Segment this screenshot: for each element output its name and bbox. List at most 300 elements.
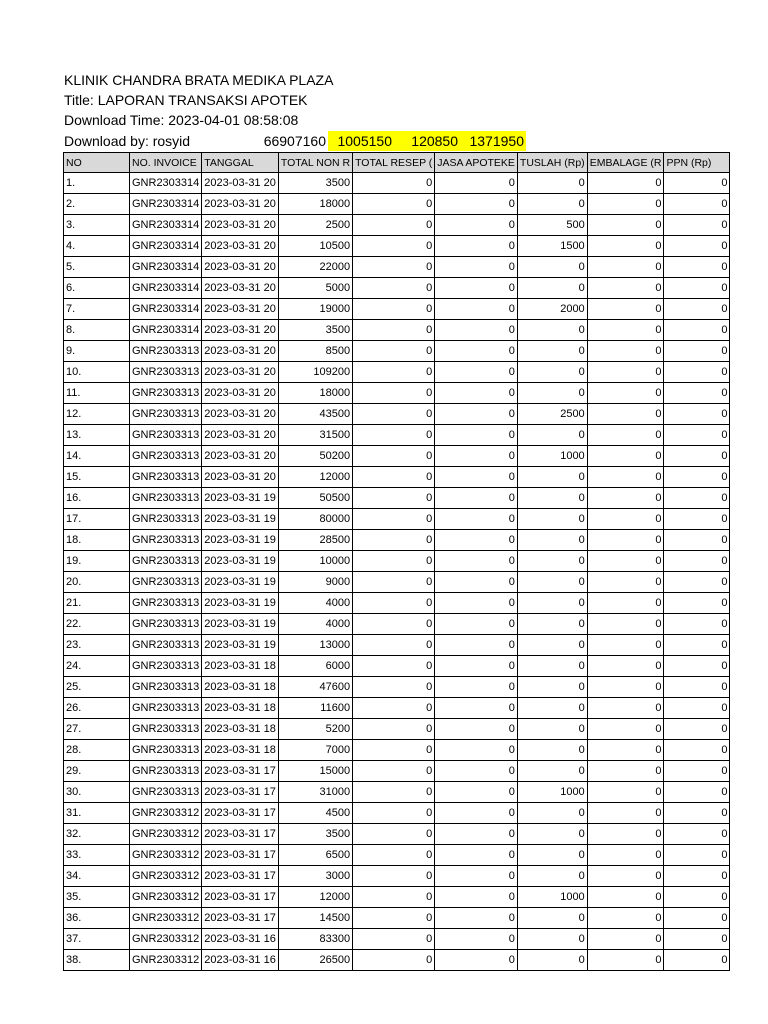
cell-total-resep[interactable]: 0	[353, 446, 435, 467]
cell-invoice[interactable]: GNR2303314	[130, 278, 202, 299]
cell-tanggal[interactable]: 2023-03-31 19	[202, 551, 279, 572]
cell-tuslah[interactable]: 0	[517, 950, 587, 971]
cell-ppn[interactable]: 0	[664, 656, 730, 677]
cell-no[interactable]: 3.	[64, 215, 130, 236]
cell-total-non-resep[interactable]: 10000	[278, 551, 352, 572]
cell-total-resep[interactable]: 0	[353, 194, 435, 215]
cell-total-non-resep[interactable]: 50500	[278, 488, 352, 509]
cell-tuslah[interactable]: 0	[517, 908, 587, 929]
cell-invoice[interactable]: GNR2303314	[130, 215, 202, 236]
cell-tanggal[interactable]: 2023-03-31 17	[202, 845, 279, 866]
cell-ppn[interactable]: 0	[664, 740, 730, 761]
cell-no[interactable]: 23.	[64, 635, 130, 656]
cell-total-non-resep[interactable]: 12000	[278, 887, 352, 908]
cell-invoice[interactable]: GNR2303313	[130, 362, 202, 383]
cell-invoice[interactable]: GNR2303313	[130, 782, 202, 803]
header-jasa-apoteker[interactable]: JASA APOTEKE	[435, 153, 518, 173]
cell-invoice[interactable]: GNR2303313	[130, 572, 202, 593]
cell-tuslah[interactable]: 0	[517, 698, 587, 719]
cell-no[interactable]: 24.	[64, 656, 130, 677]
cell-tanggal[interactable]: 2023-03-31 19	[202, 488, 279, 509]
cell-tuslah[interactable]: 0	[517, 635, 587, 656]
cell-embalage[interactable]: 0	[587, 446, 664, 467]
header-invoice[interactable]: NO. INVOICE	[130, 153, 202, 173]
cell-no[interactable]: 20.	[64, 572, 130, 593]
cell-no[interactable]: 22.	[64, 614, 130, 635]
cell-no[interactable]: 30.	[64, 782, 130, 803]
cell-tanggal[interactable]: 2023-03-31 20	[202, 236, 279, 257]
cell-invoice[interactable]: GNR2303313	[130, 446, 202, 467]
cell-total-non-resep[interactable]: 80000	[278, 509, 352, 530]
cell-invoice[interactable]: GNR2303312	[130, 803, 202, 824]
cell-total-resep[interactable]: 0	[353, 803, 435, 824]
cell-embalage[interactable]: 0	[587, 845, 664, 866]
cell-embalage[interactable]: 0	[587, 551, 664, 572]
cell-total-non-resep[interactable]: 3500	[278, 173, 352, 194]
cell-tuslah[interactable]: 0	[517, 320, 587, 341]
cell-tanggal[interactable]: 2023-03-31 16	[202, 950, 279, 971]
cell-no[interactable]: 6.	[64, 278, 130, 299]
cell-no[interactable]: 32.	[64, 824, 130, 845]
cell-tuslah[interactable]: 1000	[517, 887, 587, 908]
cell-no[interactable]: 10.	[64, 362, 130, 383]
cell-total-resep[interactable]: 0	[353, 362, 435, 383]
cell-tanggal[interactable]: 2023-03-31 18	[202, 719, 279, 740]
cell-total-non-resep[interactable]: 31000	[278, 782, 352, 803]
cell-total-non-resep[interactable]: 15000	[278, 761, 352, 782]
cell-embalage[interactable]: 0	[587, 635, 664, 656]
cell-tanggal[interactable]: 2023-03-31 17	[202, 824, 279, 845]
cell-invoice[interactable]: GNR2303313	[130, 509, 202, 530]
cell-tuslah[interactable]: 2000	[517, 299, 587, 320]
cell-tanggal[interactable]: 2023-03-31 18	[202, 656, 279, 677]
cell-invoice[interactable]: GNR2303312	[130, 887, 202, 908]
cell-total-resep[interactable]: 0	[353, 215, 435, 236]
cell-no[interactable]: 1.	[64, 173, 130, 194]
cell-ppn[interactable]: 0	[664, 614, 730, 635]
cell-ppn[interactable]: 0	[664, 215, 730, 236]
cell-embalage[interactable]: 0	[587, 299, 664, 320]
cell-total-resep[interactable]: 0	[353, 656, 435, 677]
cell-total-resep[interactable]: 0	[353, 425, 435, 446]
cell-invoice[interactable]: GNR2303312	[130, 824, 202, 845]
cell-no[interactable]: 7.	[64, 299, 130, 320]
cell-no[interactable]: 5.	[64, 257, 130, 278]
cell-jasa-apoteker[interactable]: 0	[435, 278, 518, 299]
cell-tuslah[interactable]: 0	[517, 341, 587, 362]
cell-ppn[interactable]: 0	[664, 383, 730, 404]
cell-embalage[interactable]: 0	[587, 173, 664, 194]
cell-no[interactable]: 15.	[64, 467, 130, 488]
header-tanggal[interactable]: TANGGAL	[202, 153, 279, 173]
cell-tanggal[interactable]: 2023-03-31 20	[202, 383, 279, 404]
cell-invoice[interactable]: GNR2303312	[130, 929, 202, 950]
cell-tanggal[interactable]: 2023-03-31 16	[202, 929, 279, 950]
cell-invoice[interactable]: GNR2303313	[130, 467, 202, 488]
cell-tuslah[interactable]: 2500	[517, 404, 587, 425]
cell-embalage[interactable]: 0	[587, 593, 664, 614]
cell-tanggal[interactable]: 2023-03-31 20	[202, 173, 279, 194]
cell-no[interactable]: 34.	[64, 866, 130, 887]
cell-jasa-apoteker[interactable]: 0	[435, 929, 518, 950]
cell-total-non-resep[interactable]: 6000	[278, 656, 352, 677]
cell-total-resep[interactable]: 0	[353, 404, 435, 425]
cell-total-non-resep[interactable]: 8500	[278, 341, 352, 362]
cell-tanggal[interactable]: 2023-03-31 20	[202, 341, 279, 362]
header-no[interactable]: NO	[64, 153, 130, 173]
cell-tuslah[interactable]: 0	[517, 845, 587, 866]
cell-total-resep[interactable]: 0	[353, 677, 435, 698]
cell-embalage[interactable]: 0	[587, 908, 664, 929]
cell-tanggal[interactable]: 2023-03-31 17	[202, 866, 279, 887]
cell-invoice[interactable]: GNR2303313	[130, 719, 202, 740]
cell-total-resep[interactable]: 0	[353, 866, 435, 887]
cell-tuslah[interactable]: 0	[517, 278, 587, 299]
cell-invoice[interactable]: GNR2303312	[130, 950, 202, 971]
cell-jasa-apoteker[interactable]: 0	[435, 509, 518, 530]
cell-total-non-resep[interactable]: 11600	[278, 698, 352, 719]
cell-tuslah[interactable]: 0	[517, 194, 587, 215]
cell-total-resep[interactable]: 0	[353, 887, 435, 908]
cell-tuslah[interactable]: 0	[517, 593, 587, 614]
cell-no[interactable]: 19.	[64, 551, 130, 572]
cell-total-resep[interactable]: 0	[353, 257, 435, 278]
cell-ppn[interactable]: 0	[664, 341, 730, 362]
cell-total-resep[interactable]: 0	[353, 572, 435, 593]
cell-tuslah[interactable]: 0	[517, 383, 587, 404]
cell-jasa-apoteker[interactable]: 0	[435, 425, 518, 446]
cell-tuslah[interactable]: 0	[517, 929, 587, 950]
cell-no[interactable]: 25.	[64, 677, 130, 698]
cell-tanggal[interactable]: 2023-03-31 20	[202, 215, 279, 236]
cell-total-resep[interactable]: 0	[353, 236, 435, 257]
cell-total-non-resep[interactable]: 3000	[278, 866, 352, 887]
cell-jasa-apoteker[interactable]: 0	[435, 677, 518, 698]
cell-tuslah[interactable]: 0	[517, 677, 587, 698]
cell-total-non-resep[interactable]: 18000	[278, 194, 352, 215]
cell-ppn[interactable]: 0	[664, 782, 730, 803]
cell-total-resep[interactable]: 0	[353, 908, 435, 929]
cell-embalage[interactable]: 0	[587, 425, 664, 446]
cell-ppn[interactable]: 0	[664, 488, 730, 509]
cell-total-non-resep[interactable]: 3500	[278, 824, 352, 845]
cell-jasa-apoteker[interactable]: 0	[435, 194, 518, 215]
cell-total-non-resep[interactable]: 22000	[278, 257, 352, 278]
cell-invoice[interactable]: GNR2303313	[130, 404, 202, 425]
cell-tanggal[interactable]: 2023-03-31 20	[202, 446, 279, 467]
cell-jasa-apoteker[interactable]: 0	[435, 719, 518, 740]
cell-embalage[interactable]: 0	[587, 320, 664, 341]
cell-jasa-apoteker[interactable]: 0	[435, 866, 518, 887]
cell-jasa-apoteker[interactable]: 0	[435, 782, 518, 803]
cell-invoice[interactable]: GNR2303313	[130, 698, 202, 719]
cell-ppn[interactable]: 0	[664, 845, 730, 866]
cell-embalage[interactable]: 0	[587, 677, 664, 698]
cell-total-resep[interactable]: 0	[353, 950, 435, 971]
cell-jasa-apoteker[interactable]: 0	[435, 656, 518, 677]
cell-invoice[interactable]: GNR2303314	[130, 194, 202, 215]
cell-tuslah[interactable]: 0	[517, 488, 587, 509]
cell-invoice[interactable]: GNR2303313	[130, 593, 202, 614]
cell-ppn[interactable]: 0	[664, 299, 730, 320]
cell-total-resep[interactable]: 0	[353, 299, 435, 320]
cell-no[interactable]: 12.	[64, 404, 130, 425]
cell-jasa-apoteker[interactable]: 0	[435, 740, 518, 761]
cell-embalage[interactable]: 0	[587, 236, 664, 257]
cell-tanggal[interactable]: 2023-03-31 18	[202, 740, 279, 761]
cell-invoice[interactable]: GNR2303313	[130, 341, 202, 362]
cell-jasa-apoteker[interactable]: 0	[435, 698, 518, 719]
cell-no[interactable]: 18.	[64, 530, 130, 551]
cell-no[interactable]: 36.	[64, 908, 130, 929]
cell-tuslah[interactable]: 0	[517, 824, 587, 845]
cell-jasa-apoteker[interactable]: 0	[435, 236, 518, 257]
cell-embalage[interactable]: 0	[587, 194, 664, 215]
cell-jasa-apoteker[interactable]: 0	[435, 215, 518, 236]
cell-no[interactable]: 14.	[64, 446, 130, 467]
cell-embalage[interactable]: 0	[587, 698, 664, 719]
cell-tanggal[interactable]: 2023-03-31 17	[202, 887, 279, 908]
cell-no[interactable]: 37.	[64, 929, 130, 950]
cell-embalage[interactable]: 0	[587, 404, 664, 425]
cell-total-non-resep[interactable]: 5200	[278, 719, 352, 740]
cell-invoice[interactable]: GNR2303313	[130, 488, 202, 509]
header-tuslah[interactable]: TUSLAH (Rp)	[517, 153, 587, 173]
cell-total-non-resep[interactable]: 12000	[278, 467, 352, 488]
cell-embalage[interactable]: 0	[587, 782, 664, 803]
cell-jasa-apoteker[interactable]: 0	[435, 362, 518, 383]
cell-embalage[interactable]: 0	[587, 257, 664, 278]
cell-tanggal[interactable]: 2023-03-31 17	[202, 803, 279, 824]
cell-total-non-resep[interactable]: 31500	[278, 425, 352, 446]
cell-tuslah[interactable]: 0	[517, 761, 587, 782]
cell-total-resep[interactable]: 0	[353, 824, 435, 845]
cell-no[interactable]: 13.	[64, 425, 130, 446]
cell-tanggal[interactable]: 2023-03-31 20	[202, 257, 279, 278]
cell-no[interactable]: 29.	[64, 761, 130, 782]
cell-invoice[interactable]: GNR2303314	[130, 173, 202, 194]
cell-tuslah[interactable]: 0	[517, 803, 587, 824]
cell-tanggal[interactable]: 2023-03-31 19	[202, 572, 279, 593]
cell-no[interactable]: 2.	[64, 194, 130, 215]
cell-no[interactable]: 21.	[64, 593, 130, 614]
cell-ppn[interactable]: 0	[664, 194, 730, 215]
cell-total-resep[interactable]: 0	[353, 635, 435, 656]
cell-tuslah[interactable]: 500	[517, 215, 587, 236]
cell-invoice[interactable]: GNR2303314	[130, 236, 202, 257]
cell-ppn[interactable]: 0	[664, 509, 730, 530]
cell-no[interactable]: 9.	[64, 341, 130, 362]
cell-total-non-resep[interactable]: 47600	[278, 677, 352, 698]
cell-invoice[interactable]: GNR2303313	[130, 383, 202, 404]
cell-tanggal[interactable]: 2023-03-31 20	[202, 278, 279, 299]
cell-embalage[interactable]: 0	[587, 929, 664, 950]
cell-tanggal[interactable]: 2023-03-31 20	[202, 404, 279, 425]
cell-ppn[interactable]: 0	[664, 950, 730, 971]
cell-total-resep[interactable]: 0	[353, 551, 435, 572]
cell-invoice[interactable]: GNR2303313	[130, 551, 202, 572]
cell-jasa-apoteker[interactable]: 0	[435, 530, 518, 551]
cell-jasa-apoteker[interactable]: 0	[435, 299, 518, 320]
header-ppn[interactable]: PPN (Rp)	[664, 153, 730, 173]
cell-no[interactable]: 28.	[64, 740, 130, 761]
cell-ppn[interactable]: 0	[664, 677, 730, 698]
cell-total-non-resep[interactable]: 26500	[278, 950, 352, 971]
cell-tanggal[interactable]: 2023-03-31 19	[202, 635, 279, 656]
cell-invoice[interactable]: GNR2303312	[130, 908, 202, 929]
cell-embalage[interactable]: 0	[587, 467, 664, 488]
cell-ppn[interactable]: 0	[664, 551, 730, 572]
cell-total-resep[interactable]: 0	[353, 488, 435, 509]
cell-no[interactable]: 31.	[64, 803, 130, 824]
cell-total-resep[interactable]: 0	[353, 929, 435, 950]
cell-total-resep[interactable]: 0	[353, 341, 435, 362]
cell-tuslah[interactable]: 1000	[517, 782, 587, 803]
cell-no[interactable]: 38.	[64, 950, 130, 971]
cell-ppn[interactable]: 0	[664, 530, 730, 551]
cell-ppn[interactable]: 0	[664, 635, 730, 656]
cell-embalage[interactable]: 0	[587, 866, 664, 887]
cell-no[interactable]: 27.	[64, 719, 130, 740]
cell-tanggal[interactable]: 2023-03-31 18	[202, 677, 279, 698]
cell-embalage[interactable]: 0	[587, 530, 664, 551]
cell-jasa-apoteker[interactable]: 0	[435, 761, 518, 782]
cell-total-resep[interactable]: 0	[353, 383, 435, 404]
cell-total-non-resep[interactable]: 10500	[278, 236, 352, 257]
cell-ppn[interactable]: 0	[664, 404, 730, 425]
cell-no[interactable]: 11.	[64, 383, 130, 404]
cell-total-resep[interactable]: 0	[353, 719, 435, 740]
cell-invoice[interactable]: GNR2303314	[130, 299, 202, 320]
header-embalage[interactable]: EMBALAGE (R	[587, 153, 664, 173]
cell-total-resep[interactable]: 0	[353, 593, 435, 614]
cell-ppn[interactable]: 0	[664, 803, 730, 824]
cell-embalage[interactable]: 0	[587, 824, 664, 845]
cell-total-resep[interactable]: 0	[353, 320, 435, 341]
cell-embalage[interactable]: 0	[587, 509, 664, 530]
cell-embalage[interactable]: 0	[587, 341, 664, 362]
cell-embalage[interactable]: 0	[587, 362, 664, 383]
cell-invoice[interactable]: GNR2303313	[130, 761, 202, 782]
cell-total-resep[interactable]: 0	[353, 614, 435, 635]
cell-jasa-apoteker[interactable]: 0	[435, 950, 518, 971]
cell-no[interactable]: 8.	[64, 320, 130, 341]
cell-total-resep[interactable]: 0	[353, 761, 435, 782]
cell-tanggal[interactable]: 2023-03-31 20	[202, 299, 279, 320]
cell-total-non-resep[interactable]: 50200	[278, 446, 352, 467]
cell-total-resep[interactable]: 0	[353, 173, 435, 194]
cell-embalage[interactable]: 0	[587, 803, 664, 824]
cell-total-non-resep[interactable]: 6500	[278, 845, 352, 866]
cell-tuslah[interactable]: 0	[517, 467, 587, 488]
cell-embalage[interactable]: 0	[587, 572, 664, 593]
cell-total-non-resep[interactable]: 14500	[278, 908, 352, 929]
cell-invoice[interactable]: GNR2303313	[130, 656, 202, 677]
header-total-resep[interactable]: TOTAL RESEP (	[353, 153, 435, 173]
cell-total-resep[interactable]: 0	[353, 530, 435, 551]
cell-ppn[interactable]: 0	[664, 761, 730, 782]
cell-tanggal[interactable]: 2023-03-31 20	[202, 425, 279, 446]
cell-no[interactable]: 16.	[64, 488, 130, 509]
cell-total-resep[interactable]: 0	[353, 845, 435, 866]
cell-ppn[interactable]: 0	[664, 698, 730, 719]
cell-invoice[interactable]: GNR2303313	[130, 614, 202, 635]
cell-ppn[interactable]: 0	[664, 908, 730, 929]
cell-jasa-apoteker[interactable]: 0	[435, 446, 518, 467]
cell-total-non-resep[interactable]: 4000	[278, 593, 352, 614]
cell-tanggal[interactable]: 2023-03-31 20	[202, 194, 279, 215]
cell-total-resep[interactable]: 0	[353, 740, 435, 761]
cell-jasa-apoteker[interactable]: 0	[435, 320, 518, 341]
cell-no[interactable]: 33.	[64, 845, 130, 866]
cell-tuslah[interactable]: 0	[517, 614, 587, 635]
cell-tanggal[interactable]: 2023-03-31 19	[202, 614, 279, 635]
cell-tuslah[interactable]: 0	[517, 551, 587, 572]
cell-ppn[interactable]: 0	[664, 236, 730, 257]
cell-no[interactable]: 35.	[64, 887, 130, 908]
cell-total-resep[interactable]: 0	[353, 782, 435, 803]
cell-jasa-apoteker[interactable]: 0	[435, 383, 518, 404]
cell-ppn[interactable]: 0	[664, 719, 730, 740]
cell-invoice[interactable]: GNR2303314	[130, 257, 202, 278]
cell-tanggal[interactable]: 2023-03-31 20	[202, 467, 279, 488]
cell-ppn[interactable]: 0	[664, 446, 730, 467]
cell-total-resep[interactable]: 0	[353, 698, 435, 719]
cell-ppn[interactable]: 0	[664, 173, 730, 194]
cell-total-non-resep[interactable]: 5000	[278, 278, 352, 299]
cell-total-non-resep[interactable]: 9000	[278, 572, 352, 593]
cell-invoice[interactable]: GNR2303313	[130, 635, 202, 656]
cell-no[interactable]: 26.	[64, 698, 130, 719]
cell-tanggal[interactable]: 2023-03-31 17	[202, 782, 279, 803]
cell-invoice[interactable]: GNR2303313	[130, 740, 202, 761]
cell-jasa-apoteker[interactable]: 0	[435, 824, 518, 845]
cell-ppn[interactable]: 0	[664, 929, 730, 950]
cell-no[interactable]: 17.	[64, 509, 130, 530]
cell-jasa-apoteker[interactable]: 0	[435, 173, 518, 194]
cell-ppn[interactable]: 0	[664, 572, 730, 593]
cell-ppn[interactable]: 0	[664, 887, 730, 908]
cell-embalage[interactable]: 0	[587, 950, 664, 971]
cell-jasa-apoteker[interactable]: 0	[435, 341, 518, 362]
cell-ppn[interactable]: 0	[664, 425, 730, 446]
cell-jasa-apoteker[interactable]: 0	[435, 887, 518, 908]
cell-tuslah[interactable]: 0	[517, 740, 587, 761]
cell-tanggal[interactable]: 2023-03-31 17	[202, 761, 279, 782]
cell-total-non-resep[interactable]: 2500	[278, 215, 352, 236]
cell-tanggal[interactable]: 2023-03-31 17	[202, 908, 279, 929]
cell-ppn[interactable]: 0	[664, 257, 730, 278]
cell-ppn[interactable]: 0	[664, 362, 730, 383]
cell-tuslah[interactable]: 0	[517, 509, 587, 530]
cell-total-non-resep[interactable]: 4000	[278, 614, 352, 635]
cell-embalage[interactable]: 0	[587, 887, 664, 908]
cell-total-non-resep[interactable]: 43500	[278, 404, 352, 425]
cell-total-resep[interactable]: 0	[353, 467, 435, 488]
cell-tanggal[interactable]: 2023-03-31 19	[202, 509, 279, 530]
cell-tanggal[interactable]: 2023-03-31 19	[202, 530, 279, 551]
cell-tuslah[interactable]: 0	[517, 572, 587, 593]
cell-embalage[interactable]: 0	[587, 719, 664, 740]
cell-embalage[interactable]: 0	[587, 740, 664, 761]
cell-total-non-resep[interactable]: 7000	[278, 740, 352, 761]
cell-tuslah[interactable]: 0	[517, 530, 587, 551]
cell-jasa-apoteker[interactable]: 0	[435, 572, 518, 593]
cell-jasa-apoteker[interactable]: 0	[435, 551, 518, 572]
cell-total-non-resep[interactable]: 19000	[278, 299, 352, 320]
cell-tuslah[interactable]: 1000	[517, 446, 587, 467]
cell-ppn[interactable]: 0	[664, 866, 730, 887]
